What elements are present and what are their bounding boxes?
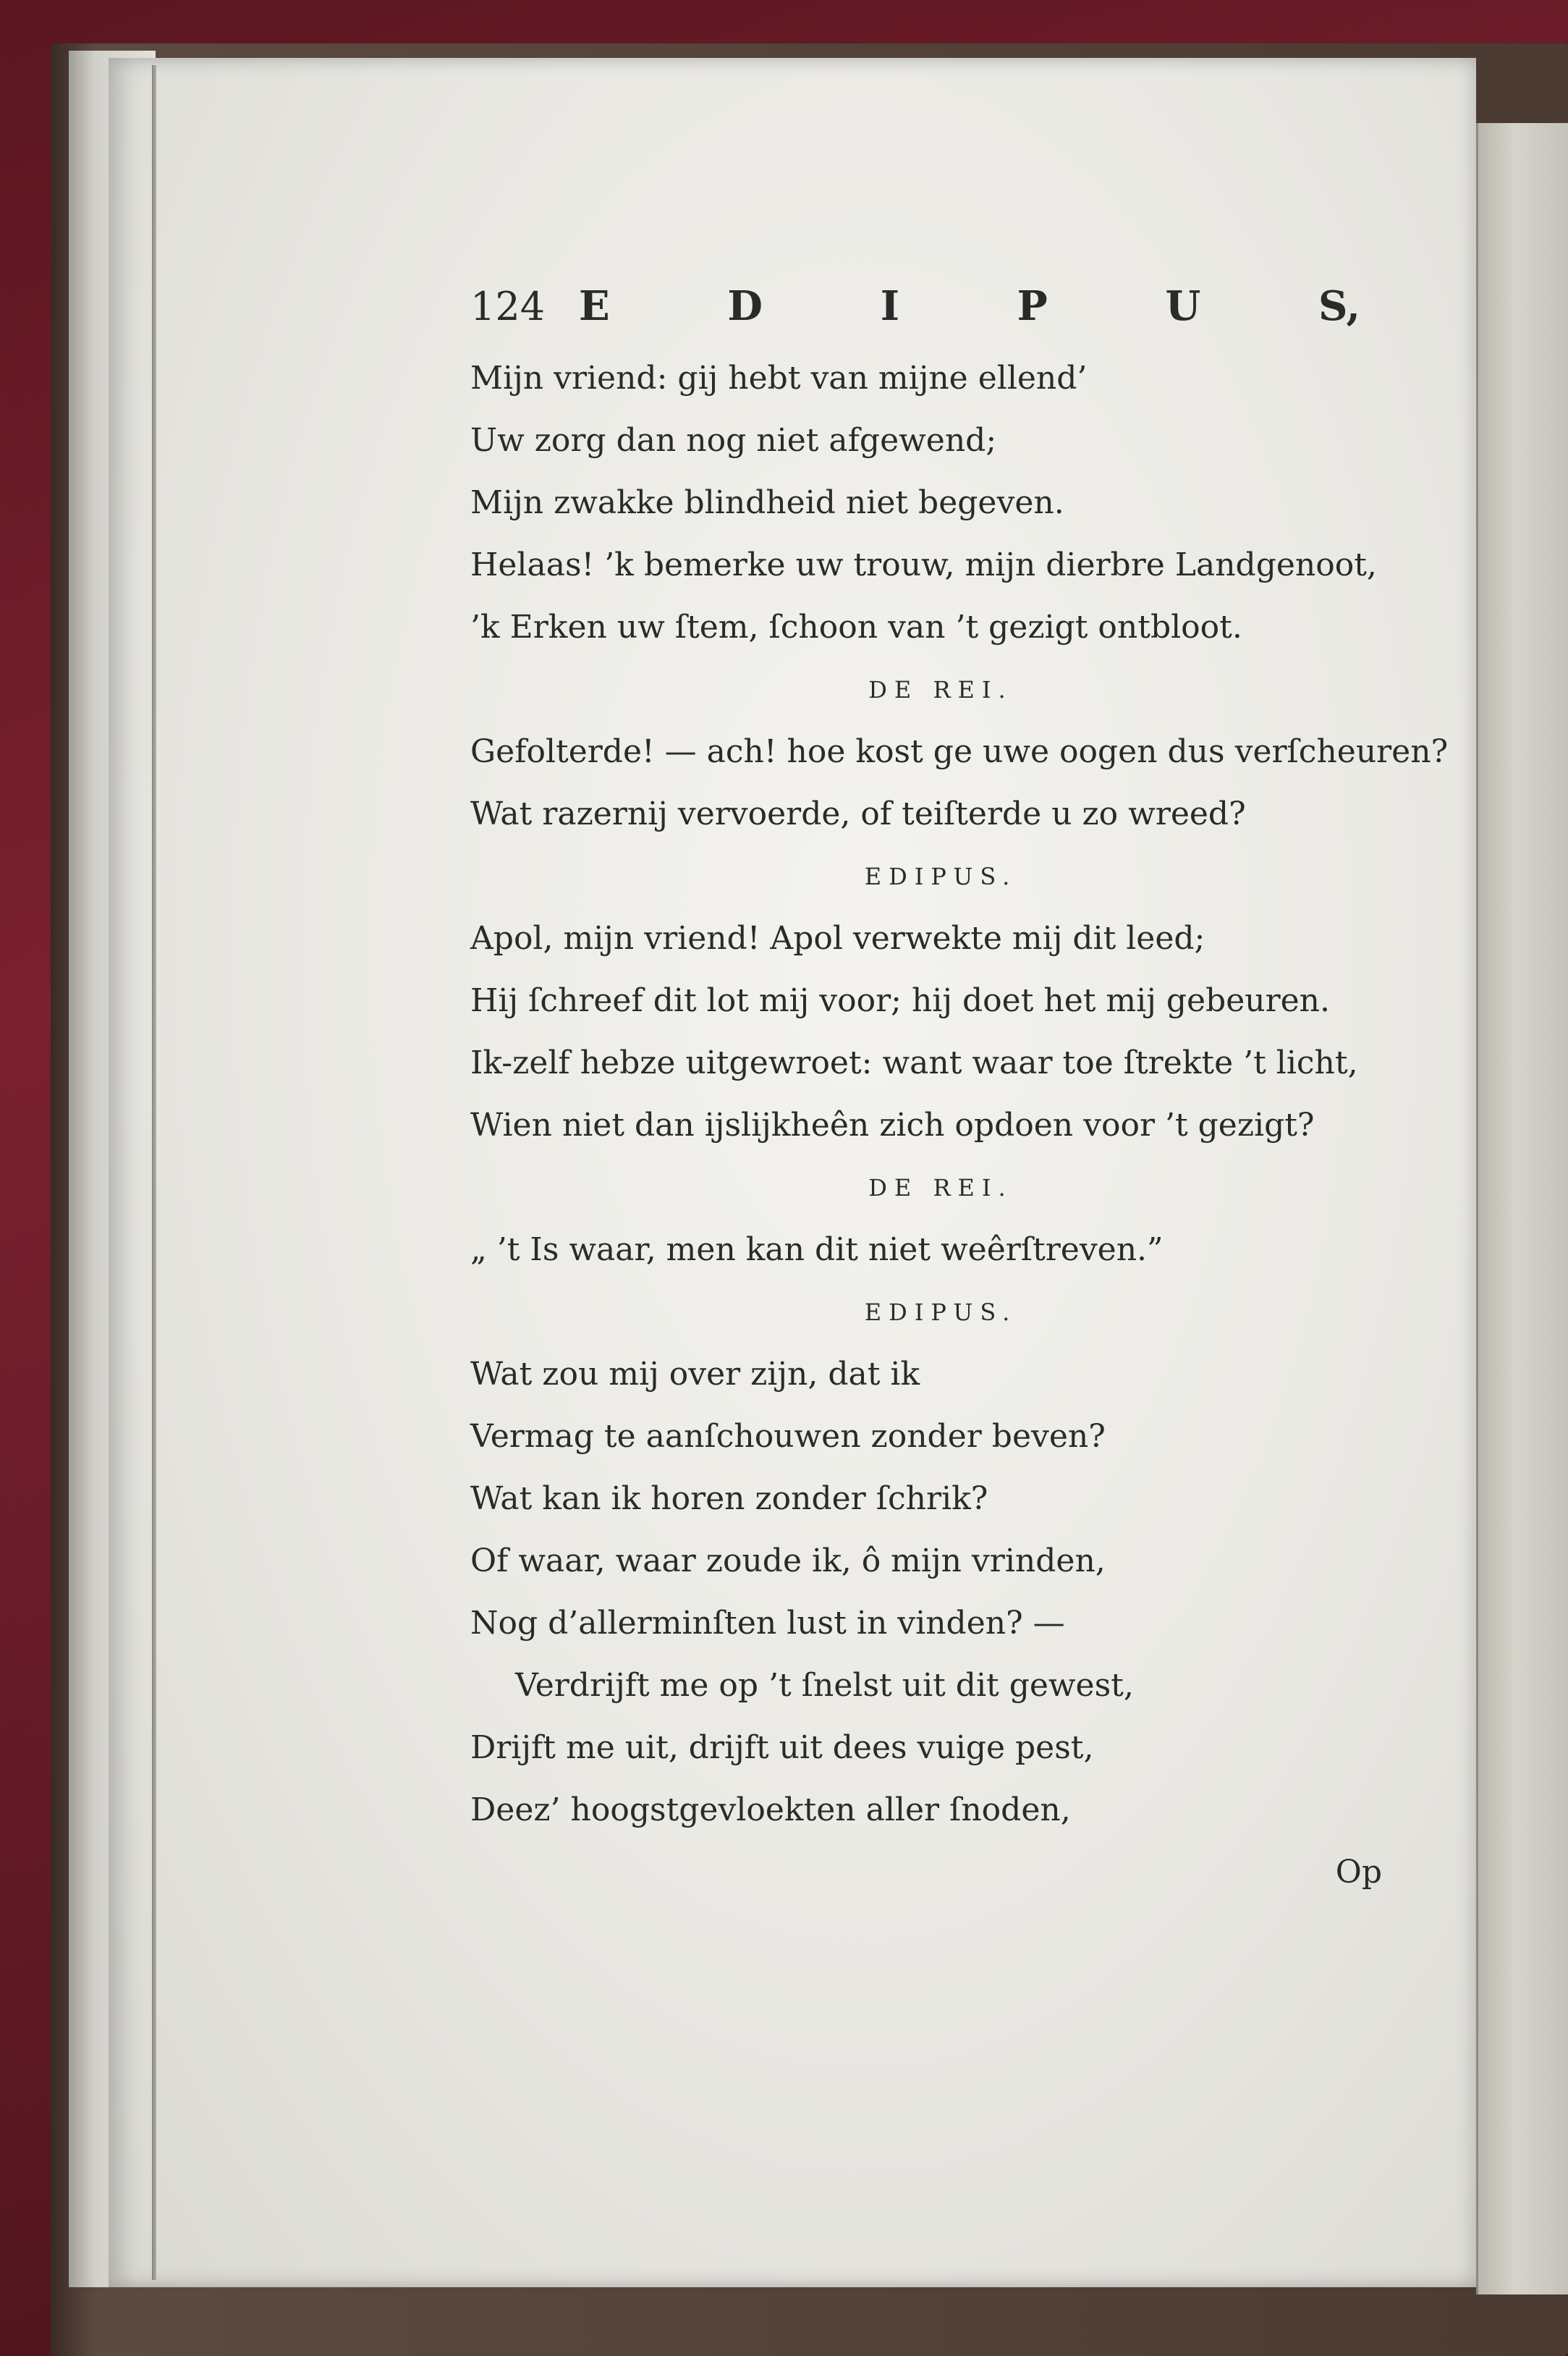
verse-line: Vermag te aanſchouwen zonder beven? xyxy=(470,1418,1106,1455)
verse-line: Drijft me uit, drijft uit dees vuige pest, xyxy=(470,1729,1094,1766)
page-text xyxy=(470,282,1449,1904)
verse-line: Of waar, waar zoude ik, ô mijn vrinden, xyxy=(470,1542,1106,1579)
verse-line: Mijn vriend: gij hebt van mijne ellend’ xyxy=(470,360,1088,397)
verse-line: Wat zou mij over zijn, dat ik xyxy=(470,1356,920,1393)
verse-line: Helaas! ’k bemerke uw trouw, mijn dierbre Landgenoot, xyxy=(470,546,1377,583)
verse-line: Apol, mijn vriend! Apol verwekte mij dit leed; xyxy=(470,920,1205,957)
verse-line: Ik-zelf hebze uitgewroet: want waar toe ſtrekte ’t licht, xyxy=(470,1044,1358,1081)
speaker-heading: DE REI. xyxy=(868,676,1013,704)
page-header xyxy=(470,282,1411,347)
running-title-letter: E xyxy=(579,282,610,330)
verse-line: Verdrijft me op ’t ſnelst uit dit gewest, xyxy=(515,1667,1134,1704)
verse-line: Wien niet dan ijslijkheên zich opdoen voor ’t gezigt? xyxy=(470,1107,1315,1144)
speaker-heading: EDIPUS. xyxy=(864,863,1017,890)
verse-line: Nog d’allerminſten lust in vinden? — xyxy=(470,1605,1065,1642)
running-title-letter: U xyxy=(1165,282,1201,330)
verse-line: Uw zorg dan nog niet afgewend; xyxy=(470,422,997,459)
verse-line: Deez’ hoogstgevloekten aller ſnoden, xyxy=(470,1791,1071,1828)
running-title-letter: P xyxy=(1017,282,1048,330)
catchword: Op xyxy=(1335,1854,1382,1891)
running-title xyxy=(579,282,1411,330)
binding-gutter xyxy=(152,65,156,2280)
verse-line: ’k Erken uw ſtem, ſchoon van ’t gezigt ontbloot. xyxy=(470,609,1242,646)
running-title-letter: S, xyxy=(1318,282,1360,330)
verse-line: Gefolterde! — ach! hoe kost ge uwe oogen dus verſcheuren? xyxy=(470,733,1449,770)
speaker-heading: DE REI. xyxy=(868,1174,1013,1202)
next-page-edge xyxy=(1476,123,1568,2294)
verse-line: Hij ſchreef dit lot mij voor; hij doet het mij gebeuren. xyxy=(470,982,1330,1019)
page-number: 124 xyxy=(470,284,546,329)
verse-line: „ ’t Is waar, men kan dit niet weêrſtreven.” xyxy=(470,1231,1164,1268)
verse-line: Wat kan ik horen zonder ſchrik? xyxy=(470,1480,988,1517)
running-title-letter: D xyxy=(727,282,763,330)
speaker-heading: EDIPUS. xyxy=(864,1299,1017,1326)
running-title-letter: I xyxy=(880,282,899,330)
verse-line: Wat razernij vervoerde, of teiſterde u zo wreed? xyxy=(470,795,1246,832)
verse-line: Mijn zwakke blindheid niet begeven. xyxy=(470,484,1064,521)
